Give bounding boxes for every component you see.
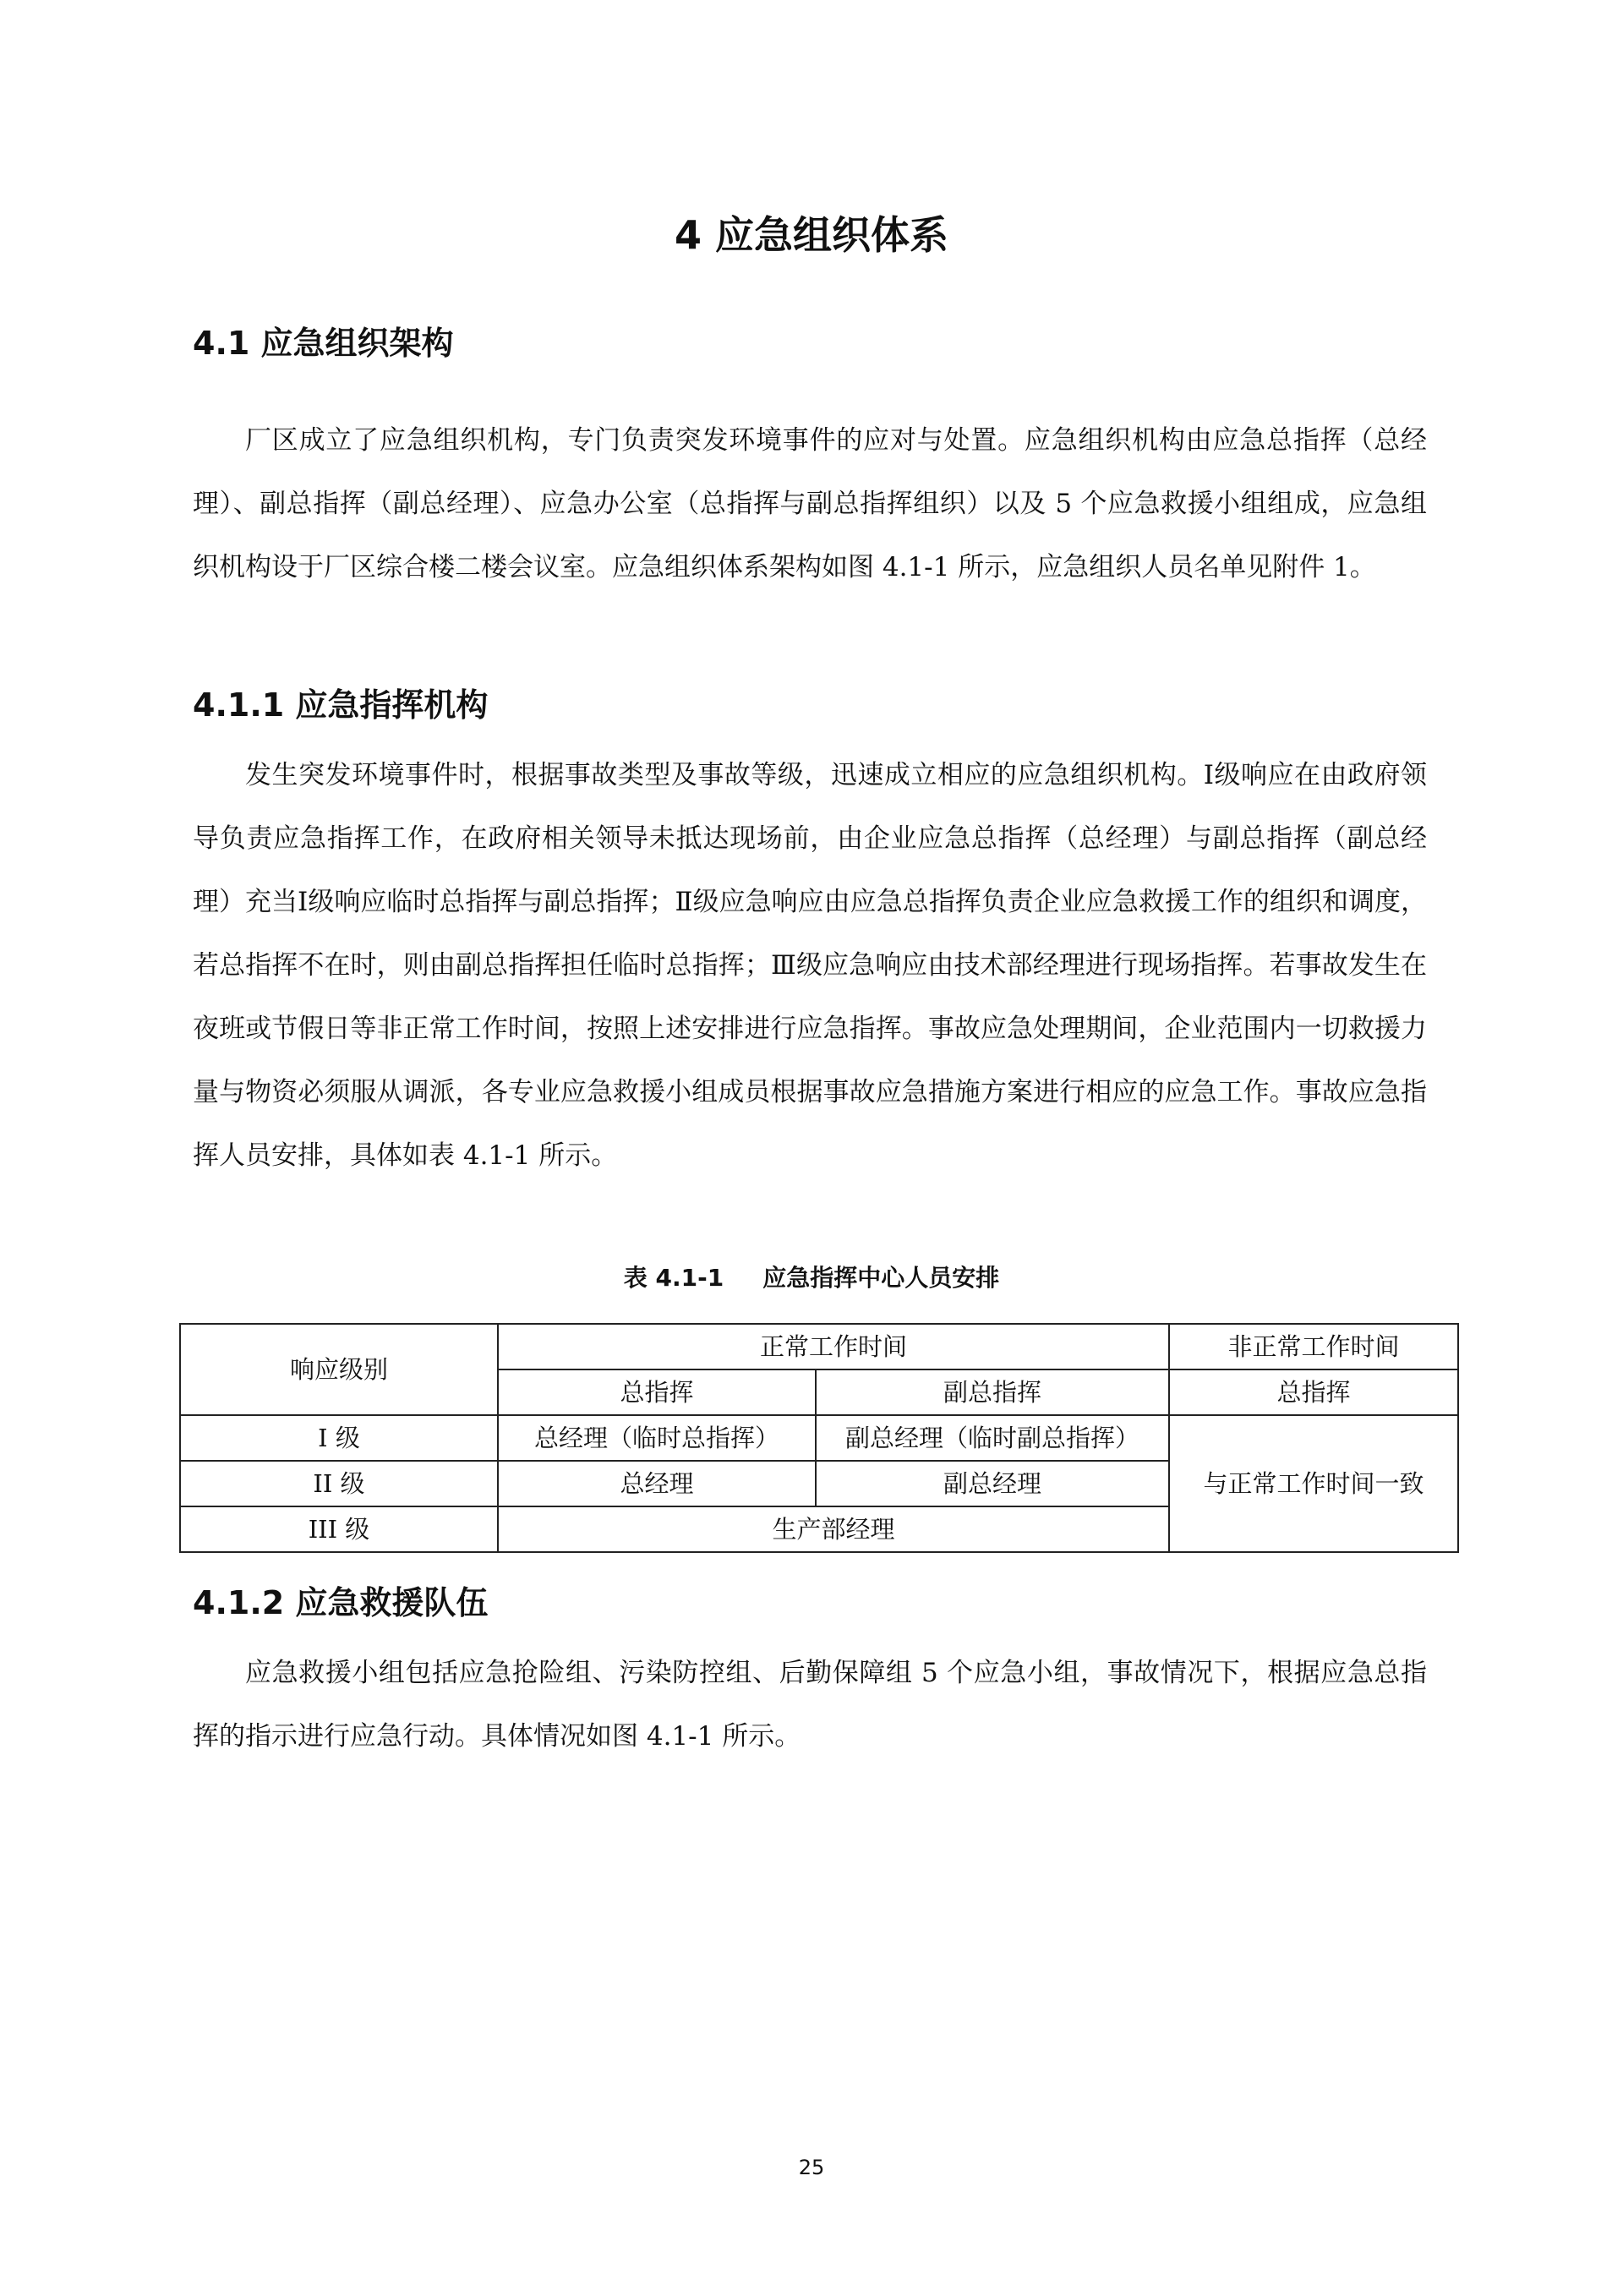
page-number: 25 — [798, 2156, 825, 2179]
subheader-commander: 总指挥 — [498, 1369, 816, 1415]
section-heading-4-1-1: 4.1.1 应急指挥机构 — [193, 686, 489, 724]
subheader-deputy: 副总指挥 — [816, 1369, 1169, 1415]
table-caption-title: 应急指挥中心人员安排 — [762, 1264, 1000, 1292]
table-caption — [0, 1261, 1623, 1295]
section-paragraph-4-1-1: 发生突发环境事件时，根据事故类型及事故等级，迅速成立相应的应急组织机构。Ⅰ级响应在由政府领导负责应急指挥工作，在政府相关领导未抵达现场前，由企业应急总指挥（总经理）与副总指挥（副总经理）充当Ⅰ级响应临时总指挥与副总指挥；Ⅱ级应急响应由应急总指挥负责企业应急救援工作的组织和调度，若总指挥不在时，则由副总指挥担任临时总指挥；Ⅲ级应急响应由技术部经理进行现场指挥。若事故发生在夜班或节假日等非正常工作时间，按照上述安排进行应急指挥。事故应急处理期间，企业范围内一切救援力量与物资必须服从调派，各专业应急救援小组成员根据事故应急措施方案进行相应的应急工作。事故应急指挥人员安排，具体如表 4.1-1 所示。 — [193, 760, 1427, 1171]
table-row — [180, 1415, 1458, 1461]
row-level: II 级 — [180, 1461, 498, 1506]
table-header-row — [180, 1324, 1458, 1369]
row-commander: 总经理（临时总指挥） — [498, 1415, 816, 1461]
row-deputy: 副总经理（临时副总指挥） — [816, 1415, 1169, 1461]
section-heading-4-1-2: 4.1.2 应急救援队伍 — [193, 1584, 489, 1621]
header-normal-hours: 正常工作时间 — [498, 1324, 1169, 1369]
row-merged-commander: 生产部经理 — [498, 1506, 1169, 1552]
section-paragraph-4-1: 厂区成立了应急组织机构，专门负责突发环境事件的应对与处置。应急组织机构由应急总指挥（总经理）、副总指挥（副总经理）、应急办公室（总指挥与副总指挥组织）以及 5 个应急救援小组组成，应急组织机构设于厂区综合楼二楼会议室。应急组织体系架构如图 4.1-1 所示，应急组织人员名单见附件 1。 — [193, 425, 1427, 582]
row-commander: 总经理 — [498, 1461, 816, 1506]
header-response-level: 响应级别 — [180, 1324, 498, 1415]
offhours-note: 与正常工作时间一致 — [1169, 1415, 1458, 1552]
row-level: I 级 — [180, 1415, 498, 1461]
table-caption-number: 表 4.1-1 — [623, 1264, 724, 1292]
subheader-offhours-commander: 总指挥 — [1169, 1369, 1458, 1415]
row-level: III 级 — [180, 1506, 498, 1552]
section-paragraph-4-1-2: 应急救援小组包括应急抢险组、污染防控组、后勤保障组 5 个应急小组，事故情况下，根据应急总指挥的指示进行应急行动。具体情况如图 4.1-1 所示。 — [193, 1658, 1427, 1752]
section-heading-4-1: 4.1 应急组织架构 — [193, 325, 454, 362]
row-deputy: 副总经理 — [816, 1461, 1169, 1506]
chapter-title: 4 应急组织体系 — [674, 212, 949, 258]
header-off-hours: 非正常工作时间 — [1169, 1324, 1458, 1369]
emergency-command-table — [179, 1323, 1459, 1553]
